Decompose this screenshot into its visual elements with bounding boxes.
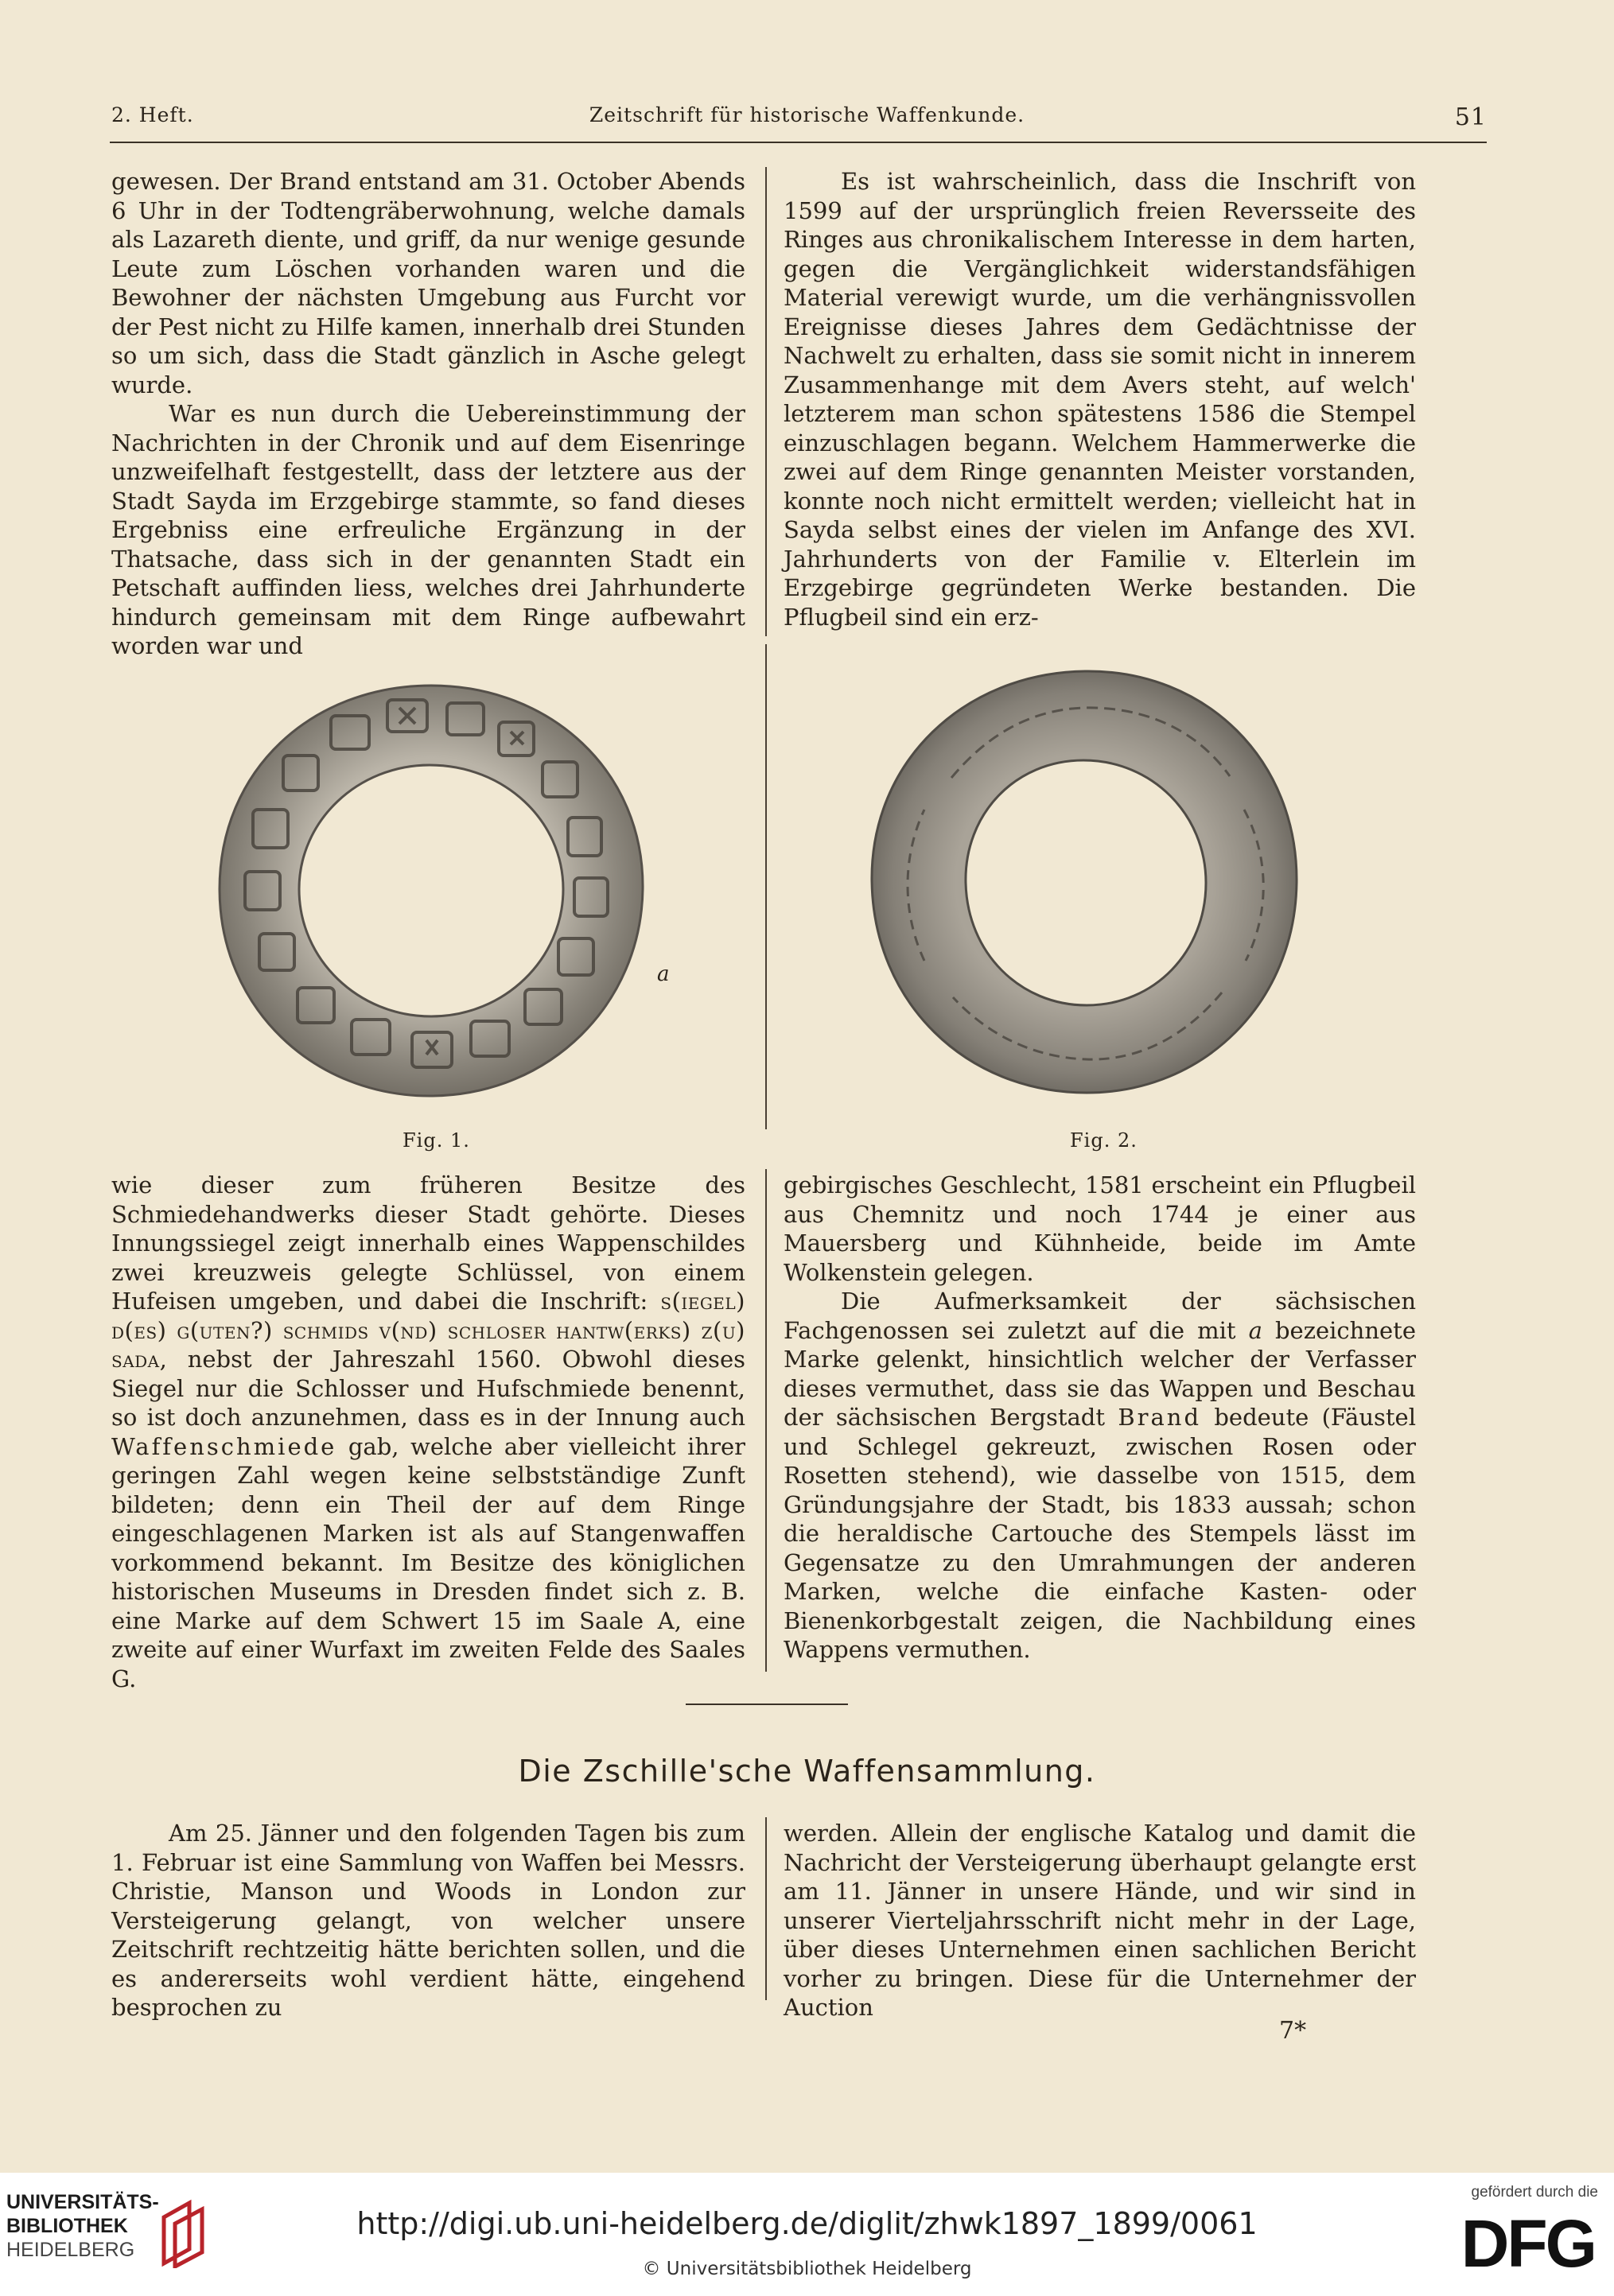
bottom-right-column <box>784 1819 1416 2022</box>
paragraph: Am 25. Jänner und den folgenden Tagen bis zum 1. Februar ist eine Sammlung von Waffen bei Messrs. Christie, Manson und Woods in London zur Versteigerung gelangt, von welcher unsere Zeitschrift rechtzeitig hätte berichten sollen, und die es andererseits wohl verdient hätte, eingehend besprochen zu <box>111 1820 745 2021</box>
spaced-term: Brand <box>1118 1404 1202 1431</box>
funding-note: gefördert durch die <box>1471 2184 1598 2201</box>
fig2-caption: Fig. 2. <box>1070 1129 1138 1152</box>
footer-bar <box>0 2173 1614 2296</box>
column-rule <box>765 1169 767 1672</box>
paragraph: gewesen. Der Brand entstand am 31. October Abends 6 Uhr in der Todtengräberwohnung, welche damals als Lazareth diente, und griff, da nur wenige gesunde Leute zum Löschen vorhanden waren und die Bewohner der nächsten Umgebung aus Furcht vor der Pest nicht zu Hilfe kamen, innerhalb drei Stunden so um sich, dass die Stadt gänzlich in Asche gelegt wurde. <box>111 168 745 398</box>
page-number: 51 <box>1454 103 1487 131</box>
signature-mark: 7* <box>1279 2017 1307 2045</box>
paragraph: Die Aufmerksamkeit der sächsischen Fachgenossen sei zuletzt auf die mit a bezeichnete Marke gelenkt, hinsichtlich welcher der Verfasser dieses vermuthet, dass sie das Wappen und Beschau der sächsischen Bergstadt Brand bedeute (Fäustel und Schlegel gekreuzt, zwischen Rosen oder Rosetten stehend), wie dasselbe von 1515, dem Gründungsjahre der Stadt, bis 1833 aussah; schon die heraldische Cartouche des Stempels lässt im Gegensatze zu den Umrahmungen der anderen Marken, welche die einfache Kasten- oder Bienenkorbgestalt zeigen, die Nachbildung eines Wappens vermuthen. <box>784 1288 1416 1663</box>
paragraph: werden. Allein der englische Katalog und damit die Nachricht der Versteigerung überhaupt gelangte erst am 11. Jänner in unsere Hände, und wir sind in unserer Vierteljahrsschrift nicht mehr in der Lage, über dieses Unternehmen einen sachlichen Bericht vorher zu bringen. Diese für die Unternehmer der Auction <box>784 1820 1416 2021</box>
fig1-caption: Fig. 1. <box>403 1129 470 1152</box>
spaced-term: Waffenschmiede <box>111 1432 337 1460</box>
copyright-notice: © Universitätsbibliothek Heidelberg <box>642 2259 972 2279</box>
dfg-logo: DFG <box>1460 2206 1595 2281</box>
column-rule <box>765 1817 767 2000</box>
fig1-marker-a: a <box>657 962 670 986</box>
paragraph: wie dieser zum früheren Besitze des Schmiedehandwerks dieser Stadt gehörte. Dieses Innungssiegel zeigt innerhalb eines Wappenschildes zwei kreuzweis gelegte Schlüssel, von einem Hufeisen umgeben, und dabei die Inschrift: s(iegel) d(es) g(uten?) schmids v(nd) schloser hantw(erks) z(u) sada, nebst der Jahreszahl 1560. Obwohl dieses Siegel nur die Schlosser und Hufschmiede benennt, so ist doch anzunehmen, dass es in der Innung auch Waffenschmiede gab, welche aber vielleicht ihrer geringen Zahl wegen keine selbstständige Zunft bildeten; denn ein Theil der auf dem Ringe eingeschlagenen Marken ist als auf Stangenwaffen vorkommend bekannt. Im Besitze des königlichen historischen Museums in Dresden findet sich z. B. eine Marke auf dem Schwert 15 im Saale A, eine zweite auf einer Wurfaxt im zweiten Felde des Saales G. <box>111 1171 745 1692</box>
section-rule <box>686 1704 848 1705</box>
column-rule <box>765 167 767 636</box>
permalink-url[interactable]: http://digi.ub.uni-heidelberg.de/diglit/zhwk1897_1899/0061 <box>356 2206 1258 2241</box>
section-title: Die Zschille'sche Waffensammlung. <box>518 1754 1096 1789</box>
top-left-column <box>111 167 745 661</box>
fig1-ring-avers <box>208 676 654 1105</box>
journal-title: Zeitschrift für historische Waffenkunde. <box>589 103 1025 126</box>
top-right-column <box>784 167 1416 631</box>
fig2-ring-revers <box>856 658 1309 1104</box>
issue-label: 2. Heft. <box>111 103 194 126</box>
seal-inscription: s(iegel) d(es) g(uten?) schmids v(nd) schloser hantw(erks) z(u) sada <box>111 1288 745 1373</box>
bottom-left-column <box>111 1819 745 2022</box>
figure-divider <box>765 644 767 1129</box>
paragraph: War es nun durch die Uebereinstimmung der Nachrichten in der Chronik und auf dem Eisenringe unzweifelhaft festgestellt, dass der letztere aus der Stadt Sayda im Erzgebirge stammte, so fand dieses Ergebniss eine erfreuliche Ergänzung in der Thatsache, dass sich in der genannten Stadt ein Petschaft auffinden liess, welches drei Jahrhunderte hindurch gemeinsam mit dem Ringe aufbewahrt worden war und <box>111 400 745 659</box>
header-rule <box>110 142 1487 143</box>
mid-right-column <box>784 1171 1416 1665</box>
paragraph: gebirgisches Geschlecht, 1581 erscheint ein Pflugbeil aus Chemnitz und noch 1744 je einer aus Mauersberg und Kühnheide, beide im Amte Wolkenstein gelegen. <box>784 1171 1416 1286</box>
paragraph: Es ist wahrscheinlich, dass die Inschrift von 1599 auf der ursprünglich freien Reversseite des Ringes aus chronikalischem Interesse in dem harten, gegen die Vergänglichkeit widerstandsfähigen Material verewigt wurde, um die verhängnissvollen Ereignisse dieses Jahres dem Gedächtnisse der Nachwelt zu erhalten, dass sie somit nicht in innerem Zusammenhange mit dem Avers steht, auf welch' letzterem man schon spätestens 1586 die Stempel einzuschlagen begann. Welchem Hammerwerke die zwei auf dem Ringe genannten Meister vorstanden, konnte noch nicht ermittelt werden; vielleicht hat in Sayda selbst eines der vielen im Anfange des XVI. Jahrhunderts von der Familie v. Elterlein im Erzgebirge gegründeten Werke bestanden. Die Pflugbeil sind ein erz- <box>784 168 1416 631</box>
mid-left-column <box>111 1171 745 1693</box>
library-logo-text: UNIVERSITÄTS- BIBLIOTHEK HEIDELBERG <box>6 2191 159 2261</box>
